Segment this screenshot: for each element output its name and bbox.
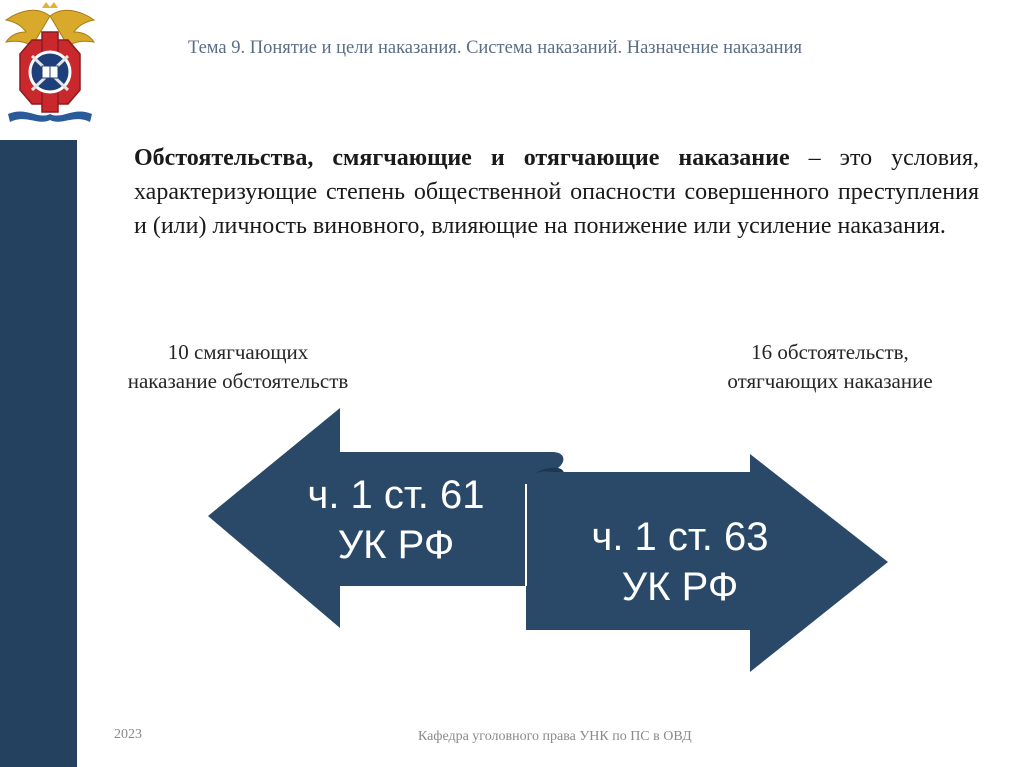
mitigating-caption-line2: наказание обстоятельств — [127, 369, 349, 393]
definition-paragraph — [134, 141, 979, 243]
left-arrow-shape — [208, 408, 563, 628]
definition-term: Обстоятельства, смягчающие и отягчающие наказание — [134, 145, 790, 171]
mitigating-caption — [88, 338, 388, 396]
right-arrow-label-line2: УК РФ — [621, 565, 739, 609]
left-arrow-label-line2: УК РФ — [337, 523, 455, 567]
side-bar — [0, 140, 77, 767]
mitigating-caption-line1: 10 смягчающих — [167, 340, 309, 364]
double-headed-eagle-emblem-icon — [2, 2, 98, 128]
left-arrow-label-line1: ч. 1 ст. 61 — [307, 473, 485, 517]
aggravating-caption — [680, 338, 980, 396]
definition-text: – это условия, характеризующие степень общественной опасности совершенного преступления и (или) личность виновного, влияющие на понижение или усиление наказания. — [134, 145, 979, 239]
arrows-diagram — [200, 400, 900, 690]
right-arrow-label-line1: ч. 1 ст. 63 — [591, 515, 769, 559]
footer-department: Кафедра уголовного права УНК по ПС в ОВД — [418, 729, 692, 744]
aggravating-caption-line1: 16 обстоятельств, — [751, 340, 909, 364]
footer-year: 2023 — [114, 727, 142, 742]
aggravating-caption-line2: отягчающих наказание — [727, 369, 933, 393]
right-arrow-shape — [526, 454, 888, 672]
topic-title: Тема 9. Понятие и цели наказания. Система наказаний. Назначение наказания — [188, 38, 802, 58]
